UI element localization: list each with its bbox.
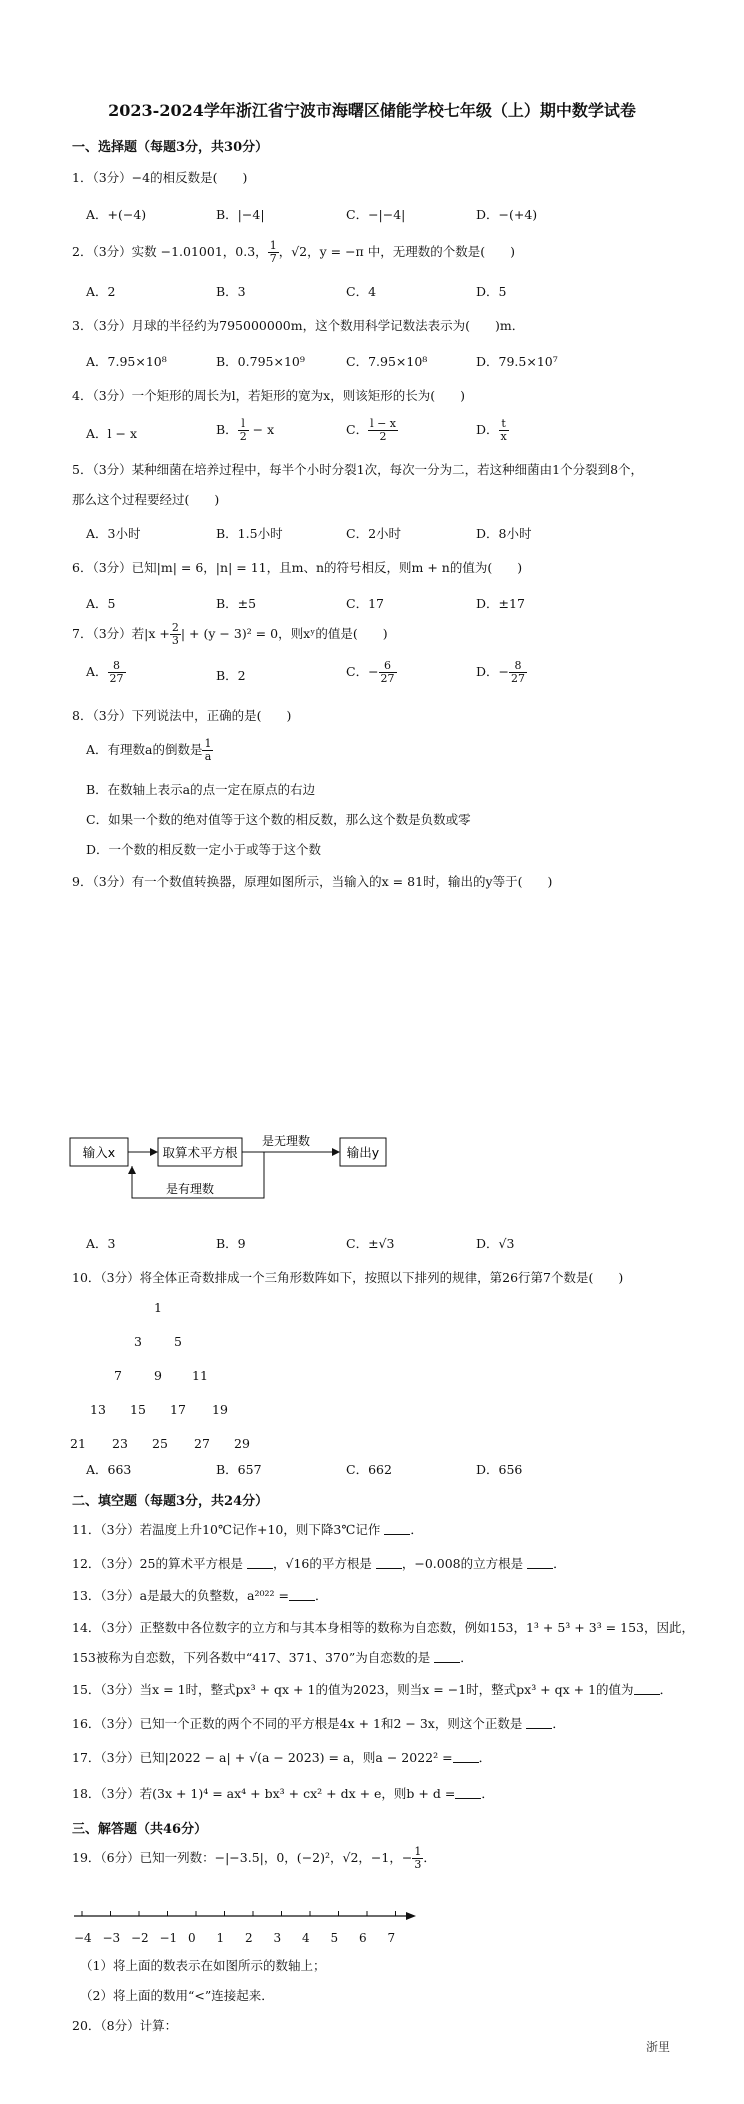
option-a: A．663	[86, 1462, 132, 1477]
question-6-options	[86, 594, 706, 612]
answer-blank	[376, 1556, 402, 1569]
page-title: 2023-2024学年浙江省宁波市海曙区储能学校七年级（上）期中数学试卷	[108, 101, 636, 120]
fraction: $\frac{8}{27}$	[109, 659, 124, 685]
rational-label: 是有理数	[165, 1182, 215, 1196]
question-12: 12．（3分）25的算术平方根是 ，√16的平方根是 ，−0.008的立方根是 ．	[72, 1556, 566, 1571]
option-c: C．− $\frac{6}{27}$	[346, 659, 395, 685]
option-a: A．+(−4)	[86, 207, 147, 222]
question-8-option-d: D．一个数的相反数一定小于或等于这个数	[86, 842, 322, 857]
fraction: $\frac{2}{3}$	[171, 621, 179, 647]
irrational-label: 是无理数	[261, 1134, 311, 1148]
question-8-option-a: A．有理数a的倒数是 $\frac{1}{a}$	[86, 737, 212, 763]
question-3-options	[86, 352, 706, 370]
triangle-number: 1	[154, 1300, 162, 1315]
triangle-number: 25	[152, 1436, 168, 1451]
axis-arrowhead	[406, 1912, 416, 1920]
process-label: 取算术平方根	[162, 1145, 238, 1160]
option-c: C．−|−4|	[346, 207, 406, 222]
question-3: 3．（3分）月球的半径约为795000000m，这个数用科学记数法表示为( )m．	[72, 318, 525, 333]
axis-tick-label: 2	[245, 1931, 253, 1945]
option-b: B． $\frac{l}{2}$ − x	[216, 417, 275, 443]
question-9-options	[86, 1234, 706, 1252]
option-d: D．8小时	[476, 526, 532, 541]
answer-blank	[289, 1588, 315, 1601]
option-b: B．±5	[216, 596, 257, 611]
option-d: D．−(+4)	[476, 207, 538, 222]
triangle-number: 7	[114, 1368, 122, 1383]
fraction: $\frac{l}{2}$	[239, 417, 247, 443]
question-7-text-b: | + (y − 3)² = 0，则xʸ的值是( )	[180, 626, 388, 641]
answer-blank	[634, 1682, 660, 1695]
axis-ticks	[82, 1911, 396, 1916]
question-16: 16．（3分）已知一个正数的两个不同的平方根是4x + 1和2 − 3x，则这个正数是 ．	[72, 1716, 565, 1731]
option-a: A．3小时	[86, 526, 141, 541]
section-fill-heading: 二、填空题（每题3分，共24分）	[72, 1494, 269, 1509]
question-7	[72, 622, 388, 647]
question-19-part2: （2）将上面的数用“<”连接起来．	[80, 1988, 274, 2003]
fraction: $\frac{t}{x}$	[500, 417, 507, 443]
option-c: C．17	[346, 596, 384, 611]
question-13: 13．（3分）a是最大的负整数，a²⁰²² = ．	[72, 1588, 328, 1603]
question-9: 9．（3分）有一个数值转换器，原理如图所示，当输入的x = 81时，输出的y等于( )	[72, 874, 553, 889]
question-2-text-a: 2．（3分）实数 −1.01001，0.3，	[72, 244, 268, 259]
triangle-number: 9	[154, 1368, 162, 1383]
output-label: 输出y	[346, 1145, 380, 1160]
question-11: 11．（3分）若温度上升10℃记作+10，则下降3℃记作 ．	[72, 1522, 423, 1537]
option-d: D．√3	[476, 1236, 515, 1251]
option-d: D．79.5×10⁷	[476, 354, 558, 369]
triangle-number: 21	[70, 1436, 86, 1451]
answer-blank	[455, 1786, 481, 1799]
option-c: C．4	[346, 284, 377, 299]
fraction: $\frac{1}{a}$	[204, 737, 212, 763]
answer-blank	[384, 1522, 410, 1535]
question-14-line2: 153被称为自恋数，下列各数中“417、371、370”为自恋数的是 ．	[72, 1650, 473, 1665]
triangle-number: 19	[212, 1402, 228, 1417]
question-6: 6．（3分）已知|m| = 6，|n| = 11，且m、n的符号相反，则m + n的值为( )	[72, 560, 523, 575]
option-b: B．657	[216, 1462, 262, 1477]
fraction: $\frac{6}{27}$	[380, 659, 395, 685]
number-line	[70, 1900, 430, 1930]
answer-blank	[527, 1556, 553, 1569]
option-c: C．2小时	[346, 526, 402, 541]
axis-tick-label: −2	[131, 1931, 149, 1945]
option-b: B．9	[216, 1236, 246, 1251]
question-19-part1: （1）将上面的数表示在如图所示的数轴上；	[80, 1958, 326, 1973]
axis-tick-label: 4	[302, 1931, 310, 1945]
option-a: A．7.95×10⁸	[86, 354, 167, 369]
option-b: B．|−4|	[216, 207, 265, 222]
question-5-line2: 那么这个过程要经过( )	[72, 492, 220, 507]
axis-tick-label: 5	[330, 1931, 339, 1945]
question-5-options	[86, 524, 706, 542]
question-1: 1．（3分）−4的相反数是( )	[72, 170, 248, 185]
converter-diagram	[60, 1130, 400, 1210]
triangle-number: 3	[134, 1334, 142, 1349]
option-b: B．0.795×10⁹	[216, 354, 305, 369]
question-2	[72, 240, 515, 265]
question-18: 18．（3分）若(3x + 1)⁴ = ax⁴ + bx³ + cx² + dx + e，则b + d = ．	[72, 1786, 494, 1801]
axis-tick-label: 7	[387, 1931, 396, 1945]
question-10-options	[86, 1460, 706, 1478]
axis-tick-label: −1	[159, 1931, 178, 1945]
footer-mark: 浙里	[645, 2040, 670, 2054]
triangle-number: 29	[234, 1436, 250, 1451]
question-2-options	[86, 282, 706, 300]
arrowhead	[150, 1148, 158, 1156]
option-a: A．3	[86, 1236, 116, 1251]
triangle-number: 5	[174, 1334, 182, 1349]
question-5-line1: 5．（3分）某种细菌在培养过程中，每半个小时分裂1次，每次一分为二，若这种细菌由1个分裂到8个，	[72, 462, 644, 477]
triangle-number: 23	[112, 1436, 128, 1451]
fraction: $\frac{8}{27}$	[511, 659, 525, 685]
option-d: D．5	[476, 284, 507, 299]
fraction: $\frac{1}{7}$	[269, 239, 277, 265]
section-solve-heading: 三、解答题（共46分）	[72, 1822, 208, 1837]
fraction: $\frac{1}{3}$	[414, 1845, 422, 1871]
question-17: 17．（3分）已知|2022 − a| + √(a − 2023) = a，则a − 2022² = ．	[72, 1750, 492, 1765]
arrowhead	[128, 1166, 136, 1174]
axis-tick-label: 3	[273, 1931, 282, 1945]
triangle-number: 13	[90, 1402, 106, 1417]
option-d: D．±17	[476, 596, 525, 611]
triangle-number: 11	[192, 1368, 208, 1383]
option-a: A．l − x	[86, 426, 137, 441]
question-7-options	[86, 660, 706, 692]
option-a: A．2	[86, 284, 116, 299]
axis-tick-label: 0	[188, 1931, 196, 1945]
option-c: C．662	[346, 1462, 392, 1477]
question-15: 15．（3分）当x = 1时，整式px³ + qx + 1的值为2023，则当x = −1时，整式px³ + qx + 1的值为 ．	[72, 1682, 673, 1697]
question-1-options	[86, 205, 706, 223]
question-20: 20．（8分）计算：	[72, 2018, 178, 2033]
question-2-text-b: ，√2，y = −π 中，无理数的个数是( )	[278, 244, 516, 259]
axis-tick-label: −4	[74, 1931, 92, 1945]
option-a: A．5	[86, 596, 116, 611]
question-4: 4．（3分）一个矩形的周长为l，若矩形的宽为x，则该矩形的长为( )	[72, 388, 465, 403]
triangle-number: 15	[130, 1402, 146, 1417]
triangle-number: 27	[194, 1436, 210, 1451]
option-d: D． $\frac{t}{x}$	[476, 417, 507, 443]
option-d: D．656	[476, 1462, 523, 1477]
option-d: D．− $\frac{8}{27}$	[476, 659, 525, 685]
option-b: B．1.5小时	[216, 526, 283, 541]
option-c: C．7.95×10⁸	[346, 354, 428, 369]
question-8-option-b: B．在数轴上表示a的点一定在原点的右边	[86, 782, 316, 797]
answer-blank	[247, 1556, 273, 1569]
section-choice-heading: 一、选择题（每题3分，共30分）	[72, 140, 269, 155]
option-b: B．3	[216, 284, 246, 299]
option-a: A． $\frac{8}{27}$	[86, 659, 124, 685]
option-c: C． $\frac{l - x}{2}$	[346, 417, 397, 443]
option-b: B．2	[216, 668, 246, 683]
axis-tick-label: 1	[216, 1931, 225, 1945]
question-7-text-a: 7．（3分）若|x +	[72, 626, 170, 641]
question-8: 8．（3分）下列说法中，正确的是( )	[72, 708, 292, 723]
fraction: $\frac{l - x}{2}$	[370, 417, 397, 443]
question-8-option-c: C．如果一个数的绝对值等于这个数的相反数，那么这个数是负数或零	[86, 812, 471, 827]
arrowhead	[332, 1148, 340, 1156]
question-10: 10．（3分）将全体正奇数排成一个三角形数阵如下，按照以下排列的规律，第26行第7个数是( )	[72, 1270, 624, 1285]
question-19: 19．（6分）已知一列数：−|−3.5|，0，(−2)²，√2，−1，− $\frac{1}{3}$ ．	[72, 1845, 436, 1871]
answer-blank	[526, 1716, 552, 1729]
triangle-number: 17	[170, 1402, 186, 1417]
answer-blank	[434, 1650, 460, 1663]
input-label: 输入x	[82, 1145, 116, 1160]
question-4-options	[86, 418, 706, 450]
option-c: C．±√3	[346, 1236, 395, 1251]
answer-blank	[453, 1750, 479, 1763]
axis-tick-label: 6	[359, 1931, 367, 1945]
question-14-line1: 14．（3分）正整数中各位数字的立方和与其本身相等的数称为自恋数，例如153，1³ + 5³ + 3³ = 153，因此，	[72, 1620, 694, 1635]
axis-tick-label: −3	[102, 1931, 121, 1945]
